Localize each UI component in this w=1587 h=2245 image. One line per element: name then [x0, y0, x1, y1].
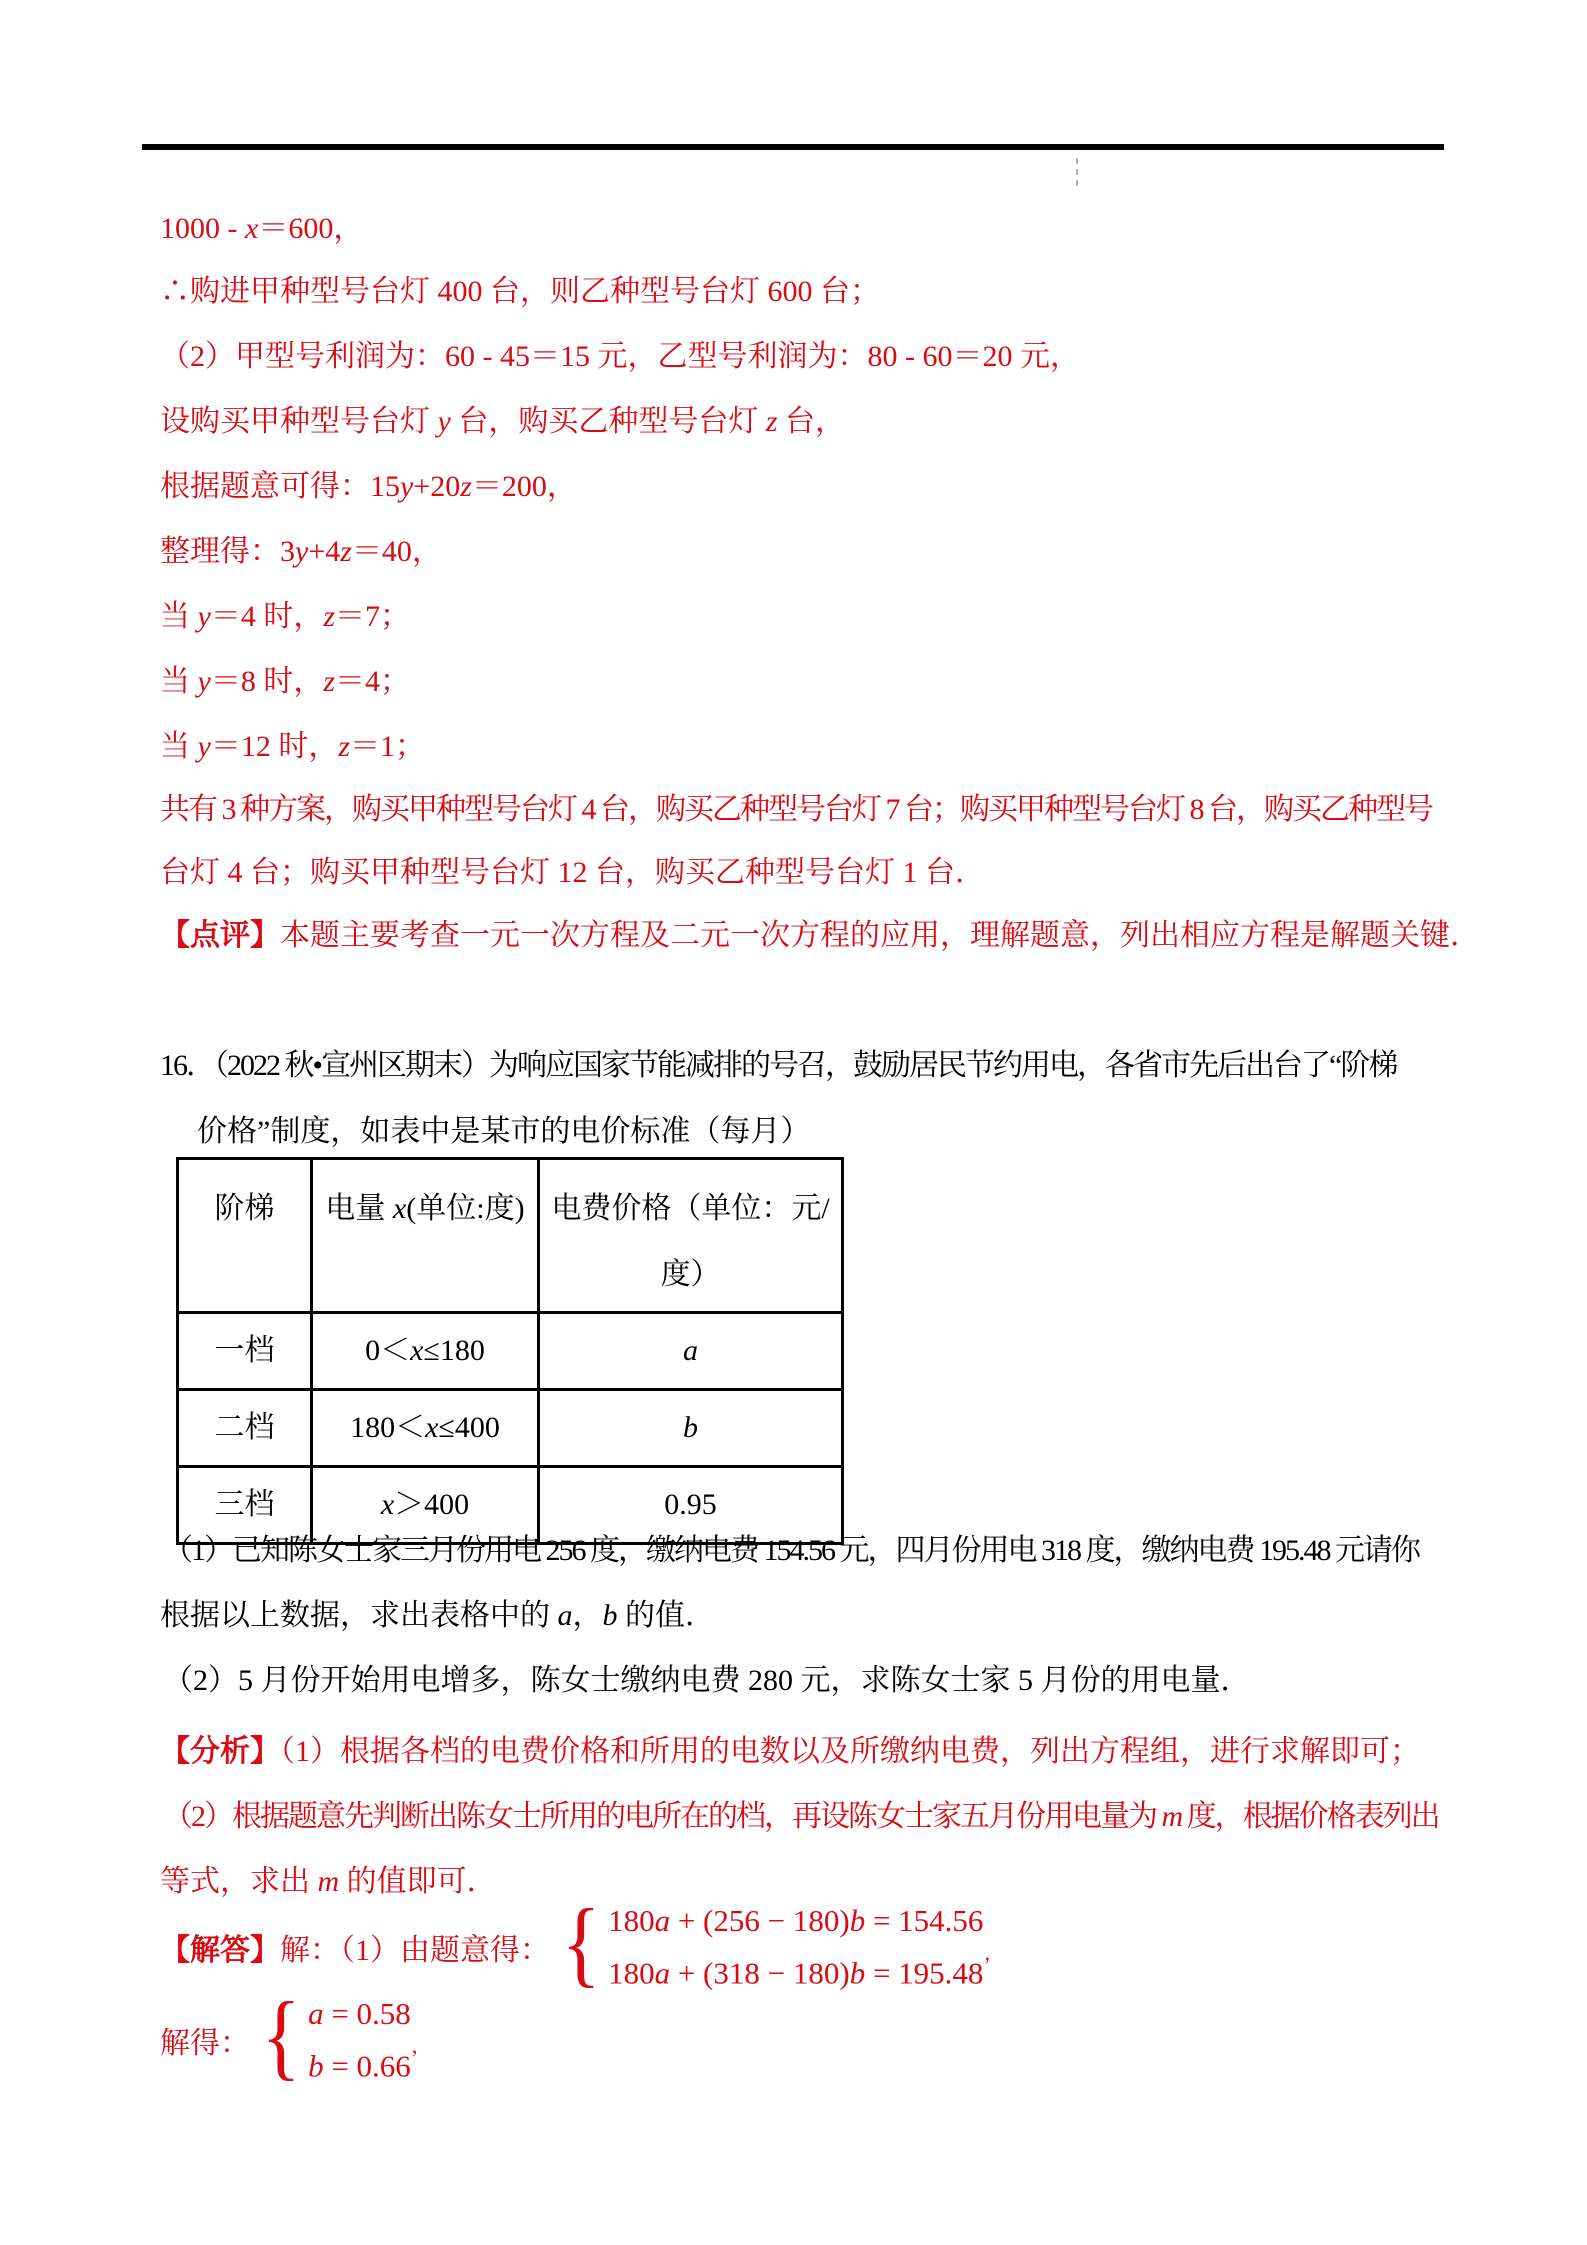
- table-cell-price: 0.95: [539, 1467, 843, 1544]
- left-brace-glyph: {: [261, 1981, 301, 2089]
- table-cell-price: a: [539, 1313, 843, 1390]
- question-1-line-1: （1）已知陈女士家三月份用电 256 度，缴纳电费 154.56 元，四月份用电 318 度，缴纳电费 195.48 元请你: [163, 1534, 1419, 1567]
- price-table: [176, 1157, 844, 1545]
- equation-line-1: 180a + (256 − 180)b = 154.56: [608, 1903, 984, 1938]
- table-row-tier1: [178, 1313, 843, 1390]
- question-2-line: （2）5 月份开始用电增多，陈女士缴纳电费 280 元，求陈女士家 5 月份的用电量．: [163, 1664, 1251, 1697]
- doc-line-case-y4: 当 y＝4 时，z＝7；: [160, 600, 411, 633]
- equation-stack: [608, 1899, 991, 1995]
- header-rule: [142, 144, 1444, 150]
- table-cell-tier: 三档: [178, 1467, 312, 1544]
- table-header-price: 电费价格（单位：元/ 度）: [539, 1159, 843, 1313]
- doc-line-equation-15y20z: 根据题意可得：15y+20z＝200，: [160, 470, 577, 503]
- analysis-line-1: 【分析】（1）根据各档的电费价格和所用的电数以及所缴纳电费，列出方程组，进行求解即可；: [160, 1735, 1420, 1768]
- doc-line-three-plans-2: 台灯 4 台；购买甲种型号台灯 12 台，购买乙种型号台灯 1 台．: [160, 856, 985, 889]
- table-cell-range: 0＜x≤180: [312, 1313, 539, 1390]
- table-cell-range: x＞400: [312, 1467, 539, 1544]
- table-cell-range: 180＜x≤400: [312, 1390, 539, 1467]
- result-label: 解得：: [160, 2027, 250, 2061]
- result-line-a: a = 0.58: [308, 1996, 411, 2031]
- table-row-tier2: [178, 1390, 843, 1467]
- doc-line-setup-yz: 设购买甲种型号台灯 y 台，购买乙种型号台灯 z 台，: [160, 405, 846, 438]
- doc-line-case-y12: 当 y＝12 时，z＝1；: [160, 730, 426, 763]
- result-system-block: [160, 1981, 419, 2089]
- equation-stack: [308, 1992, 418, 2088]
- table-header-usage: 电量 x(单位:度): [312, 1159, 539, 1313]
- result-line-b: b = 0.66’: [308, 2046, 419, 2084]
- answer-label: 【解答】解：（1）由题意得：: [160, 1934, 550, 1968]
- question-1-line-2: 根据以上数据，求出表格中的 a，b 的值．: [160, 1599, 715, 1632]
- doc-line-conclusion-part1: ∴购进甲种型号台灯 400 台，则乙种型号台灯 600 台；: [160, 275, 880, 308]
- problem-16-title-2: 价格”制度，如表中是某市的电价标准（每月）: [197, 1115, 811, 1148]
- doc-line-equation-1000-x: 1000 - x＝600，: [160, 212, 364, 245]
- doc-line-profit: （2）甲型号利润为：60 - 45＝15 元，乙型号利润为：80 - 60＝20 元，: [160, 340, 1080, 373]
- table-cell-tier: 一档: [178, 1313, 312, 1390]
- problem-16-title-1: 16．（2022 秋•宣州区期末）为响应国家节能减排的号召，鼓励居民节约用电，各省市先后出台了“阶梯: [160, 1049, 1397, 1082]
- doc-line-comment: 【点评】本题主要考查一元一次方程及二元一次方程的应用，理解题意，列出相应方程是解题关键．: [160, 919, 1480, 952]
- doc-line-equation-3y4z: 整理得：3y+4z＝40，: [160, 535, 442, 568]
- analysis-line-2: （2）根据题意先判断出陈女士所用的电所在的档，再设陈女士家五月份用电量为 m 度，根据价格表列出: [163, 1800, 1439, 1833]
- table-cell-price: b: [539, 1390, 843, 1467]
- answer-system-block: [160, 1888, 991, 1996]
- analysis-line-3: 等式，求出 m 的值即可．: [160, 1865, 497, 1898]
- table-header-row: [178, 1159, 843, 1313]
- equation-line-2: 180a + (318 − 180)b = 195.48’: [608, 1953, 991, 1991]
- doc-line-case-y8: 当 y＝8 时，z＝4；: [160, 665, 411, 698]
- table-header-tier: 阶梯: [178, 1159, 312, 1313]
- cursor-dash-mark: [1076, 158, 1078, 186]
- table-cell-tier: 二档: [178, 1390, 312, 1467]
- doc-line-three-plans-1: 共有 3 种方案，购买甲种型号台灯 4 台，购买乙种型号台灯 7 台；购买甲种型号台灯 8 台，购买乙种型号: [160, 793, 1432, 826]
- left-brace-glyph: {: [561, 1888, 601, 1996]
